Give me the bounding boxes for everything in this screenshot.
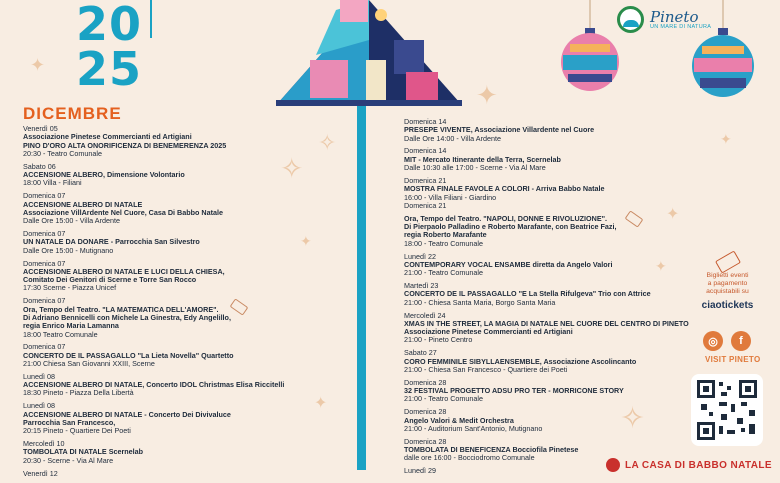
event-date: Domenica 28 <box>404 436 447 446</box>
event-line: ACCENSIONE ALBERO DI NATALE, Concerto IDOL Christmas Elisa Riccitelli <box>23 380 285 390</box>
event-line: Dalle Ore 14:00 - Villa Ardente <box>404 133 501 143</box>
event-date: Martedì 23 <box>404 281 439 291</box>
star-decoration: ✧ <box>318 130 337 155</box>
event-line: 21:00 - Chiesa Santa Maria, Borgo Santa Maria <box>404 297 556 307</box>
casa-logo-icon <box>606 458 620 472</box>
event-line: Domenica 21 <box>404 200 447 210</box>
event-entry <box>23 163 293 188</box>
event-line: Parrocchia San Francesco, <box>23 417 116 427</box>
event-line: Di Pierpaolo Palladino e Roberto Marafante, con Beatrice Fazi, <box>404 222 617 232</box>
qr-code[interactable] <box>691 374 763 446</box>
event-line: 18:30 Pineto - Piazza Della Libertà <box>23 388 134 398</box>
event-date: Lunedì 08 <box>23 371 55 381</box>
event-line: 18:00 Villa - Filiani <box>23 178 82 188</box>
pineto-emblem-icon <box>617 6 644 33</box>
pineto-logo <box>617 6 711 33</box>
event-entry <box>23 230 293 255</box>
event-entry <box>404 402 674 435</box>
events-column-right <box>404 117 689 480</box>
event-line: CONCERTO DE IL PASSAGALLO "La Lieta Novella" Quartetto <box>23 350 234 360</box>
event-entry <box>23 192 293 225</box>
event-date: Domenica 07 <box>23 191 66 201</box>
logo-name: Pineto <box>650 7 699 26</box>
event-date: Domenica 07 <box>23 296 66 306</box>
event-line: CONCERTO DE IL PASSAGALLO "E La Stella Rifulgeva" Trio con Attrice <box>404 289 651 299</box>
event-line: ACCENSIONE ALBERO, Dimensione Volontario <box>23 170 185 180</box>
star-decoration: ✦ <box>720 131 732 147</box>
event-date: Lunedì 29 <box>404 466 436 476</box>
event-date: Sabato 27 <box>404 348 437 358</box>
event-date: Lunedì 22 <box>404 251 436 261</box>
event-line: ACCENSIONE ALBERO DI NATALE - Concerto Dei Divivaluce <box>23 409 231 419</box>
event-date: Domenica 07 <box>23 258 66 268</box>
event-entry <box>404 349 674 374</box>
event-line: Dalle 10:30 alle 17:00 - Scerne - Via Al Mare <box>404 163 546 173</box>
event-line: Comitato Dei Genitori di Scerne e Torre San Rocco <box>23 275 197 285</box>
event-line: 21:00 Chiesa San Giovanni XXIII, Scerne <box>23 358 155 368</box>
visit-pineto-label: VISIT PINETO <box>705 355 761 364</box>
event-entry <box>404 310 689 345</box>
event-date: Domenica 28 <box>404 407 447 417</box>
instagram-icon[interactable]: ◎ <box>703 331 723 351</box>
event-date: Venerdì 12 <box>23 468 58 478</box>
event-line: Associazione VillArdente Nel Cuore, Casa Di Babbo Natale <box>23 207 223 217</box>
event-date: Lunedì 08 <box>23 401 55 411</box>
event-line: Ora, Tempo del Teatro. "LA MATEMATICA DELL'AMORE". <box>23 304 219 314</box>
event-line: Di Adriano Bennicelli con Michele La Ginestra, Edy Angelillo, <box>23 312 231 322</box>
event-date: Domenica 07 <box>23 229 66 239</box>
event-entry <box>404 215 674 248</box>
event-line: MOSTRA FINALE FAVOLE A COLORI - Arriva Babbo Natale <box>404 184 605 194</box>
event-entry <box>23 470 293 478</box>
event-date: Ora, Tempo del Teatro. "NAPOLI, DONNE E RIVOLUZIONE". <box>404 213 608 223</box>
event-line: 21:00 - Auditorium Sant'Antonio, Mutignano <box>404 423 543 433</box>
month-heading: DICEMBRE <box>23 104 122 123</box>
event-date: Domenica 21 <box>404 175 447 185</box>
tree-trunk <box>357 100 366 470</box>
tickets-text-1: Biglietti eventi <box>706 272 749 279</box>
event-entry <box>23 440 293 465</box>
event-entry <box>404 177 674 210</box>
event-line: TOMBOLATA DI NATALE Scernelab <box>23 447 144 457</box>
event-line: 17:30 Scerne - Piazza Unicef <box>23 283 117 293</box>
event-line: Associazione Pinetese Commercianti ed Artigiani <box>404 327 573 337</box>
event-line: 18:00 Teatro Comunale <box>23 329 98 339</box>
events-column-left <box>23 125 293 483</box>
event-date: Sabato 06 <box>23 161 56 171</box>
event-entry <box>23 297 293 338</box>
event-line: 21:00 - Chiesa San Francesco - Quartiere dei Poeti <box>404 364 568 374</box>
event-entry <box>23 373 293 398</box>
event-line: 21:00 - Teatro Comunale <box>404 268 483 278</box>
event-line: Angelo Valori & Medit Orchestra <box>404 415 514 425</box>
event-line: MIT - Mercato Itinerante della Terra, Scernelab <box>404 154 561 164</box>
event-date: Domenica 07 <box>23 342 66 352</box>
event-entry <box>404 282 674 307</box>
event-entry <box>404 253 674 278</box>
event-date: Mercoledì 24 <box>404 310 446 320</box>
event-line: Dalle Ore 15:00 - Mutignano <box>23 245 114 255</box>
event-entry <box>404 147 674 172</box>
event-line: CONTEMPORARY VOCAL ENSAMBE diretta da Angelo Valori <box>404 259 613 269</box>
event-line: regia Roberto Marafante <box>404 230 487 240</box>
event-entry <box>23 125 293 158</box>
event-line: PRESEPE VIVENTE, Associazione Villardente nel Cuore <box>404 125 595 135</box>
event-entry <box>23 343 293 368</box>
event-line: CORO FEMMINILE SIBYLLAENSEMBLE, Associazione Ascolincanto <box>404 356 637 366</box>
star-decoration: ✦ <box>314 395 328 412</box>
event-date: Domenica 28 <box>404 377 447 387</box>
ornament-decoration <box>558 0 622 100</box>
event-entry <box>404 379 674 404</box>
tickets-info <box>690 255 765 311</box>
ticket-icon <box>714 250 740 273</box>
event-line: 20:30 - Teatro Comunale <box>23 148 102 158</box>
event-line: regia Enrico Maria Lamanna <box>23 321 119 331</box>
logo-tagline: UN MARE DI NATURA <box>650 23 712 30</box>
year-heading: 20 25 <box>76 0 143 96</box>
event-line: dalle ore 16:00 - Bocciodromo Comunale <box>404 453 535 463</box>
event-line: XMAS IN THE STREET, LA MAGIA DI NATALE NEL CUORE DEL CENTRO DI PINETO <box>404 318 689 328</box>
qr-code-icon <box>697 380 757 440</box>
star-decoration: ✦ <box>666 206 680 223</box>
star-decoration: ✧ <box>620 402 646 435</box>
event-line: TOMBOLATA DI BENEFICENZA Bocciofila Pinetese <box>404 445 579 455</box>
star-decoration: ✦ <box>476 80 498 110</box>
event-line: Dalle Ore 15:00 - Villa Ardente <box>23 216 120 226</box>
event-line: UN NATALE DA DONARE - Parrocchia San Silvestro <box>23 237 200 247</box>
tickets-text-3: acquistabili su <box>706 288 749 295</box>
christmas-tree-illustration <box>276 0 462 110</box>
year-divider <box>150 0 152 38</box>
event-date: Venerdì 05 <box>23 124 58 133</box>
event-entry <box>23 260 293 293</box>
event-entry <box>404 118 674 143</box>
event-entry <box>23 402 293 435</box>
casa-logo-text: LA CASA DI BABBO NATALE <box>625 459 772 471</box>
star-decoration: ✦ <box>30 55 46 75</box>
event-line: 21:00 - Pineto Centro <box>404 335 473 345</box>
event-date: Mercoledì 10 <box>23 439 65 449</box>
star-decoration: ✦ <box>655 258 667 274</box>
star-decoration: ✦ <box>300 233 312 249</box>
event-line: 32 FESTIVAL PROGETTO ADSU PRO TER - MORRICONE STORY <box>404 386 624 396</box>
event-line: 20:15 Pineto - Quartiere Dei Poeti <box>23 426 131 436</box>
event-line: 21:00 - Teatro Comunale <box>404 394 483 404</box>
event-line: 16:00 - Villa Filiani - Giardino <box>404 192 497 202</box>
event-line: ACCENSIONE ALBERO DI NATALE E LUCI DELLA CHIESA, <box>23 266 225 276</box>
event-line: 18:00 - Teatro Comunale <box>404 238 483 248</box>
tickets-text-2: a pagamento <box>707 280 748 287</box>
star-decoration: ✧ <box>280 153 304 184</box>
event-line: PINO D'ORO ALTA ONORIFICENZA DI BENEMERENZA 2025 <box>23 140 227 150</box>
social-links <box>703 331 751 351</box>
ciaotickets-link[interactable]: ciaotickets <box>701 300 754 311</box>
event-date: Domenica 14 <box>404 146 447 156</box>
event-line: Associazione Pinetese Commercianti ed Artigiani <box>23 132 192 142</box>
event-line: ACCENSIONE ALBERO DI NATALE <box>23 199 143 209</box>
casa-babbo-natale-logo <box>606 458 772 472</box>
event-line: 20:30 - Scerne - Via Al Mare <box>23 455 114 465</box>
event-date: Domenica 14 <box>404 117 447 126</box>
facebook-icon[interactable]: f <box>731 331 751 351</box>
